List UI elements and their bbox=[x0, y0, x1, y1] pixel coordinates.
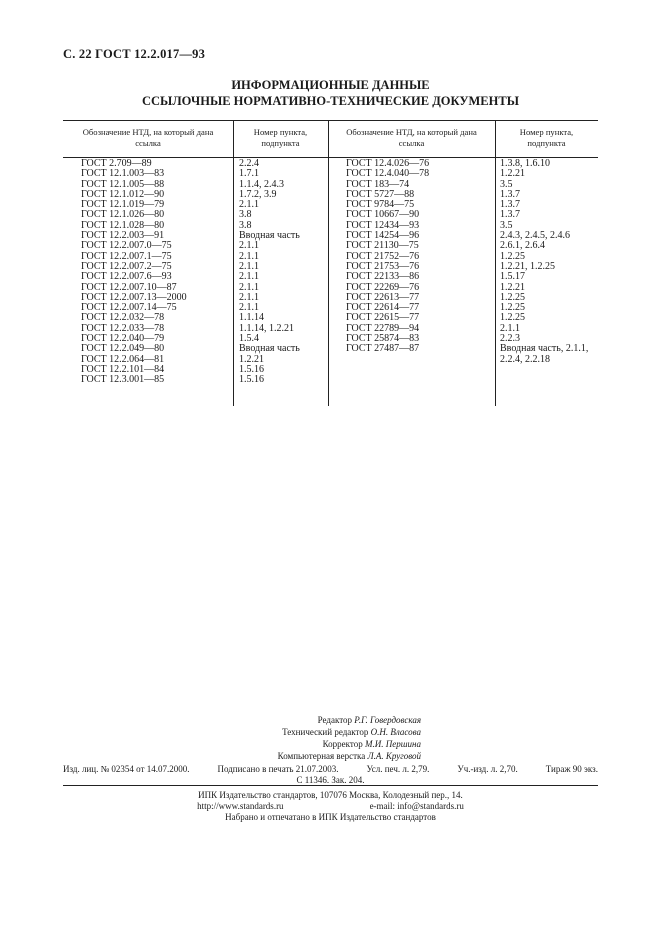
left-designation-cell: ГОСТ 12.2.040—79 bbox=[81, 333, 165, 345]
left-designation-cell: ГОСТ 12.2.007.0—75 bbox=[81, 240, 172, 252]
left-designation-cell: ГОСТ 12.3.001—85 bbox=[81, 374, 165, 386]
right-point-column bbox=[498, 159, 598, 365]
right-point-cell: 1.2.25 bbox=[500, 302, 525, 314]
right-point-cell: 3.5 bbox=[500, 178, 513, 190]
right-point-cell: Вводная часть, 2.1.1, bbox=[500, 343, 589, 355]
left-point-cell: 1.1.4, 2.4.3 bbox=[239, 178, 284, 190]
right-designation-cell: ГОСТ 183—74 bbox=[346, 178, 410, 190]
page-header: С. 22 ГОСТ 12.2.017—93 bbox=[63, 47, 206, 61]
left-designation-cell: ГОСТ 12.2.007.14—75 bbox=[81, 302, 177, 314]
left-point-column bbox=[237, 159, 328, 386]
left-point-cell: 2.1.1 bbox=[239, 240, 259, 252]
left-point-cell: 3.8 bbox=[239, 219, 252, 231]
left-point-cell: Вводная часть bbox=[239, 343, 300, 355]
left-designation-cell: ГОСТ 12.2.007.1—75 bbox=[81, 250, 172, 262]
right-designation-cell: ГОСТ 22613—77 bbox=[346, 291, 420, 303]
left-designation-cell: ГОСТ 12.1.028—80 bbox=[81, 219, 165, 231]
left-designation-cell: ГОСТ 12.1.005—88 bbox=[81, 178, 165, 190]
publisher-printed-by: Набрано и отпечатано в ИПК Издательство стандартов bbox=[225, 812, 436, 822]
right-point-cell: 1.2.21 bbox=[500, 281, 525, 293]
left-designation-cell: ГОСТ 12.2.007.2—75 bbox=[81, 260, 172, 272]
right-designation-cell: ГОСТ 14254—96 bbox=[346, 230, 420, 242]
right-point-cell: 1.5.17 bbox=[500, 271, 525, 283]
left-point-cell: 1.2.21 bbox=[239, 353, 264, 365]
right-point-cell: 1.2.25 bbox=[500, 291, 525, 303]
left-designation-cell: ГОСТ 12.2.101—84 bbox=[81, 363, 165, 375]
column-divider-3 bbox=[495, 121, 496, 406]
imprint-signed: Подписано в печать 21.07.2003. bbox=[217, 764, 339, 774]
imprint-print-sheets: Усл. печ. л. 2,79. bbox=[366, 764, 430, 774]
header-designation-right: Обозначение НТД, на который дана ссылка bbox=[346, 127, 477, 148]
right-point-cell: 1.3.7 bbox=[500, 199, 520, 211]
credit-layout: Компьютерная верстка Л.А. Круговой bbox=[277, 751, 421, 761]
imprint-divider bbox=[63, 785, 598, 786]
right-point-cell: 2.6.1, 2.6.4 bbox=[500, 240, 545, 252]
right-designation-cell: ГОСТ 22615—77 bbox=[346, 312, 420, 324]
right-point-cell: 1.3.7 bbox=[500, 209, 520, 221]
right-point-cell: 2.2.3 bbox=[500, 333, 520, 345]
right-point-cell: 1.3.8, 1.6.10 bbox=[500, 158, 550, 169]
right-point-cell: 2.4.3, 2.4.5, 2.4.6 bbox=[500, 230, 570, 242]
right-point-cell: 2.2.4, 2.2.18 bbox=[500, 353, 550, 365]
left-designation-cell: ГОСТ 12.2.033—78 bbox=[81, 322, 165, 334]
header-point-right: Номер пункта, подпункта bbox=[519, 127, 574, 148]
left-designation-cell: ГОСТ 12.2.049—80 bbox=[81, 343, 165, 355]
left-point-cell: 2.1.1 bbox=[239, 302, 259, 314]
left-designation-cell: ГОСТ 12.2.003—91 bbox=[81, 230, 165, 242]
right-designation-cell: ГОСТ 27487—87 bbox=[346, 343, 420, 355]
right-point-cell: 3.5 bbox=[500, 219, 513, 231]
right-designation-cell: ГОСТ 21130—75 bbox=[346, 240, 419, 252]
right-designation-cell: ГОСТ 10667—90 bbox=[346, 209, 420, 221]
imprint-pub-sheets: Уч.-изд. л. 2,70. bbox=[457, 764, 518, 774]
right-designation-cell: ГОСТ 22269—76 bbox=[346, 281, 420, 293]
right-designation-cell: ГОСТ 25874—83 bbox=[346, 333, 420, 345]
title-line-2: ССЫЛОЧНЫЕ НОРМАТИВНО-ТЕХНИЧЕСКИЕ ДОКУМЕНТЫ bbox=[142, 94, 519, 108]
right-designation-cell: ГОСТ 21753—76 bbox=[346, 260, 420, 272]
credit-corrector: Корректор М.И. Першина bbox=[322, 739, 421, 749]
credit-editor: Редактор Р.Г. Говердовская bbox=[317, 715, 421, 725]
header-designation-left: Обозначение НТД, на который дана ссылка bbox=[82, 127, 214, 148]
reference-table bbox=[63, 120, 598, 406]
right-point-cell: 1.2.21, 1.2.25 bbox=[500, 260, 555, 272]
imprint-license: Изд. лиц. № 02354 от 14.07.2000. bbox=[63, 764, 190, 774]
left-point-cell: 1.5.16 bbox=[239, 374, 264, 386]
document-title bbox=[63, 77, 598, 109]
left-designation-cell: ГОСТ 12.1.019—79 bbox=[81, 199, 165, 211]
left-designation-cell: ГОСТ 12.1.003—83 bbox=[81, 168, 165, 180]
right-designation-cell: ГОСТ 12434—93 bbox=[346, 219, 420, 231]
right-designation-cell bbox=[328, 355, 495, 365]
right-point-cell: 1.2.25 bbox=[500, 312, 525, 324]
publisher-address: ИПК Издательство стандартов, 107076 Москва, Колодезный пер., 14. bbox=[198, 790, 463, 800]
left-point-cell: Вводная часть bbox=[239, 230, 300, 242]
column-divider-1 bbox=[233, 121, 234, 406]
left-designation-cell: ГОСТ 12.2.064—81 bbox=[81, 353, 165, 365]
left-designation-cell: ГОСТ 12.1.026—80 bbox=[81, 209, 165, 221]
left-designation-cell: ГОСТ 12.2.007.13—2000 bbox=[81, 291, 187, 303]
right-designation-cell: ГОСТ 22614—77 bbox=[346, 302, 420, 314]
left-point-cell: 2.1.1 bbox=[239, 260, 259, 272]
left-point-cell: 1.1.14 bbox=[239, 312, 264, 324]
imprint-circulation: Тираж 90 экз. bbox=[545, 764, 598, 774]
right-point-cell: 1.2.21 bbox=[500, 168, 525, 180]
credit-tech-editor: Технический редактор О.Н. Власова bbox=[282, 727, 421, 737]
left-point-cell: 1.5.4 bbox=[239, 333, 259, 345]
left-designation-cell: ГОСТ 12.2.007.10—87 bbox=[81, 281, 177, 293]
right-designation-cell: ГОСТ 12.4.026—76 bbox=[346, 158, 430, 169]
left-point-cell: 2.1.1 bbox=[239, 250, 259, 262]
left-designation-cell: ГОСТ 2.709—89 bbox=[81, 158, 152, 169]
publisher-website: http://www.standards.ru bbox=[197, 801, 284, 811]
right-designation-cell: ГОСТ 22789—94 bbox=[346, 322, 420, 334]
right-designation-cell: ГОСТ 5727—88 bbox=[346, 188, 415, 200]
left-point-cell: 1.7.2, 3.9 bbox=[239, 188, 277, 200]
right-designation-cell: ГОСТ 21752—76 bbox=[346, 250, 420, 262]
left-point-cell: 1.5.16 bbox=[239, 363, 264, 375]
left-point-cell: 2.1.1 bbox=[239, 281, 259, 293]
left-point-cell: 2.1.1 bbox=[239, 199, 259, 211]
left-designation-column bbox=[63, 159, 233, 386]
right-point-cell: 1.2.25 bbox=[500, 250, 525, 262]
left-point-cell: 2.2.4 bbox=[239, 158, 259, 169]
right-designation-cell: ГОСТ 22133—86 bbox=[346, 271, 420, 283]
left-point-cell: 1.1.14, 1.2.21 bbox=[239, 322, 294, 334]
right-designation-column bbox=[328, 159, 495, 365]
left-point-cell: 1.7.1 bbox=[239, 168, 259, 180]
left-point-cell: 3.8 bbox=[239, 209, 252, 221]
right-point-cell: 1.3.7 bbox=[500, 188, 520, 200]
right-point-cell: 2.1.1 bbox=[500, 322, 520, 334]
right-designation-cell: ГОСТ 9784—75 bbox=[346, 199, 415, 211]
left-point-cell: 2.1.1 bbox=[239, 271, 259, 283]
imprint-order: С 11346. Зак. 204. bbox=[296, 775, 365, 785]
title-line-1: ИНФОРМАЦИОННЫЕ ДАННЫЕ bbox=[231, 78, 430, 92]
header-point-left: Номер пункта, подпункта bbox=[253, 127, 308, 148]
right-designation-cell: ГОСТ 12.4.040—78 bbox=[346, 168, 430, 180]
imprint-block bbox=[63, 764, 598, 786]
left-point-cell: 2.1.1 bbox=[239, 291, 259, 303]
left-designation-cell: ГОСТ 12.2.032—78 bbox=[81, 312, 165, 324]
left-designation-cell: ГОСТ 12.1.012—90 bbox=[81, 188, 165, 200]
publisher-block bbox=[63, 790, 598, 823]
left-designation-cell: ГОСТ 12.2.007.6—93 bbox=[81, 271, 172, 283]
publisher-email: e-mail: info@standards.ru bbox=[369, 801, 464, 811]
